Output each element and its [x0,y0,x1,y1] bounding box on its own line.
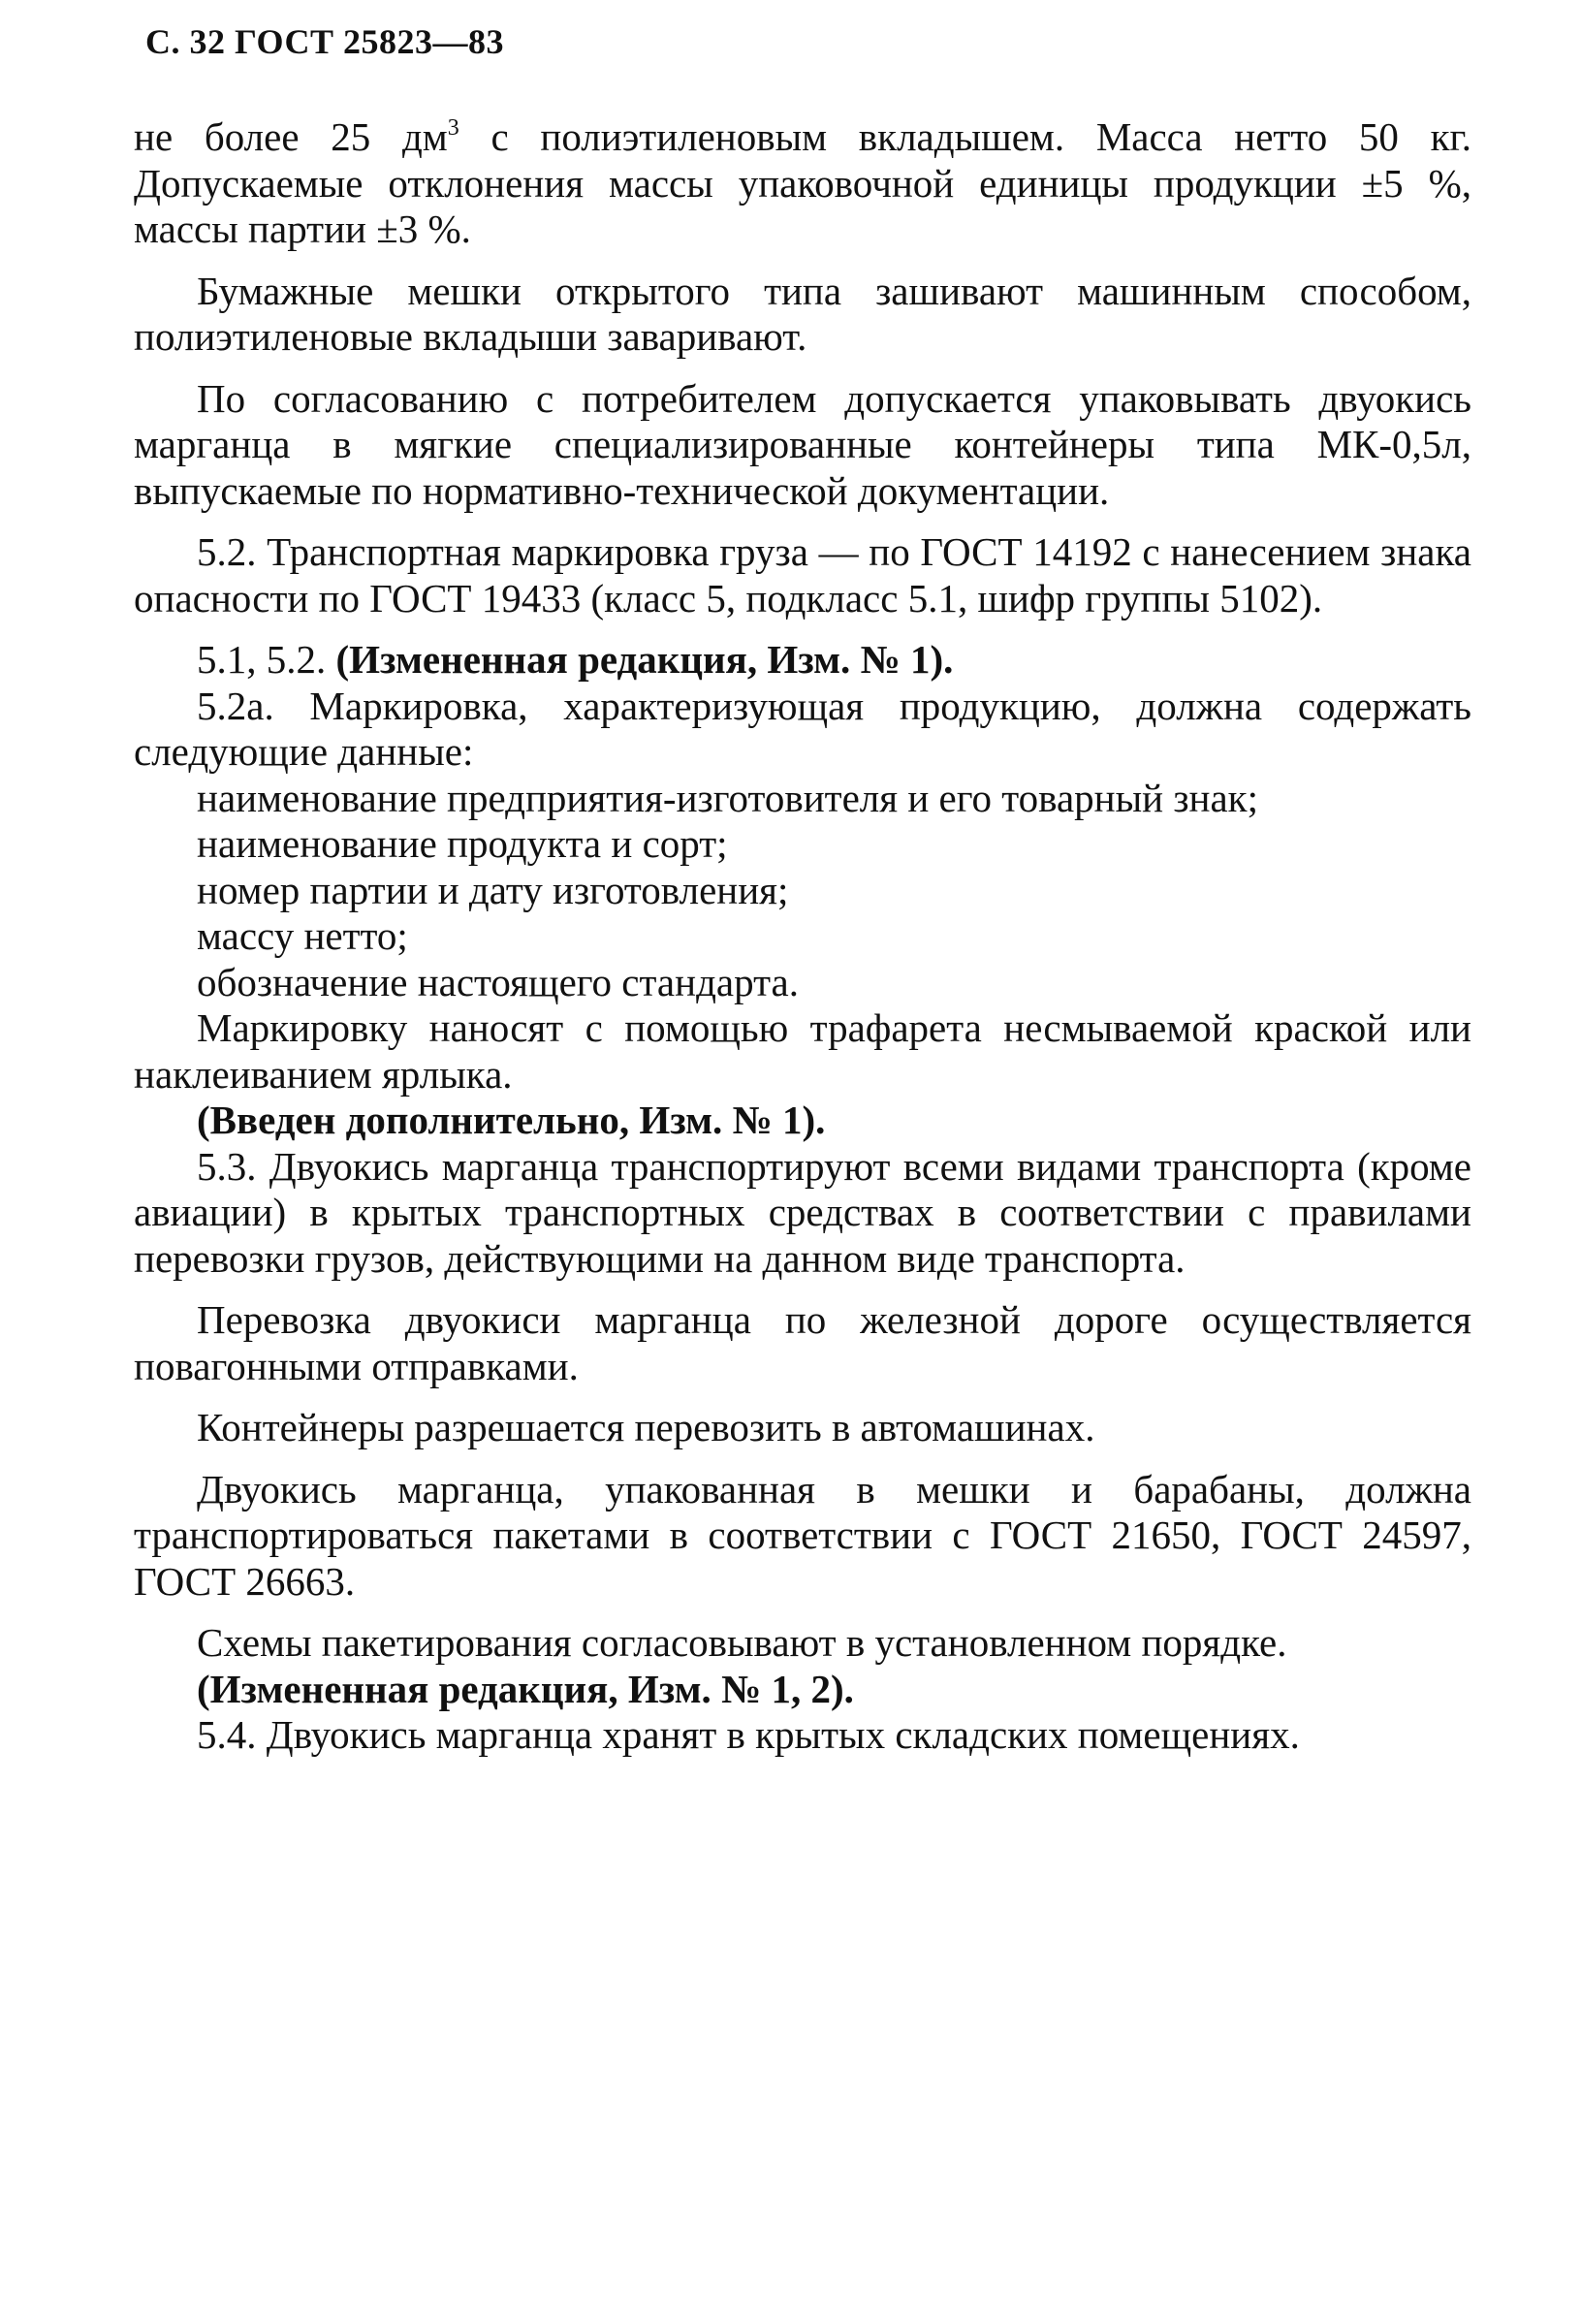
amendment-prefix: 5.1, 5.2. [197,637,336,682]
list-item: наименование предприятия-изготовителя и его товарный знак; [197,775,1258,820]
amendment-introduced: (Введен дополнительно, Изм. № 1). [197,1098,826,1142]
document-body [134,114,1471,1759]
paragraph-5-2a: 5.2а. Маркировка, характеризующая продукцию, должна содержать следующие данные: [134,683,1471,774]
paragraph-amendment-5-1-5-2 [134,637,1471,684]
superscript: 3 [447,115,459,141]
list-item: наименование продукта и сорт; [197,821,728,866]
amendment-note: (Измененная редакция, Изм. № 1). [335,637,954,682]
list-item: номер партии и дату изготовления; [197,867,789,912]
paragraph-5-3: 5.3. Двуокись марганца транспортируют всеми видами транспорта (кроме авиации) в крытых транспортных средствах в соответствии с правилами перевозки грузов, действующими на данном виде транспорта. [134,1143,1471,1281]
list-item: обозначение настоящего стандарта. [197,959,799,1004]
paragraph-railway-transport: Перевозка двуокиси марганца по железной дороге осуществляется повагонными отправками. [134,1297,1471,1388]
paragraph-marking-method: Маркировку наносят с помощью трафарета несмываемой краской или наклеиванием ярлыка. [134,1005,1471,1097]
amendment-edited: (Измененная редакция, Изм. № 1, 2). [197,1666,854,1711]
packaging-volume-text: не более 25 дм [134,114,448,159]
list-item: массу нетто; [197,913,408,958]
paragraph-packaging-volume [134,114,1471,253]
paragraph-5-4: 5.4. Двуокись марганца хранят в крытых складских помещениях. [197,1712,1300,1757]
paragraph-soft-containers: По согласованию с потребителем допускается упаковывать двуокись марганца в мягкие специализированные контейнеры типа МК-0,5л, выпускаемые по нормативно-технической документации. [134,375,1471,513]
paragraph-packaging-schemes: Схемы пакетирования согласовывают в установленном порядке. [197,1620,1287,1665]
paragraph-5-2: 5.2. Транспортная маркировка груза — по ГОСТ 14192 с нанесением знака опасности по ГОСТ 19433 (класс 5, подкласс 5.1, шифр группы 5102). [134,529,1471,621]
packaging-weight-text: с полиэтиленовым вкладышем. Масса нетто 50 кг. Допускаемые отклонения массы упаковочной единицы продукции ±5 %, массы партии ±3 %. [134,114,1471,251]
paragraph-containers-auto: Контейнеры разрешается перевозить в автомашинах. [197,1405,1095,1449]
paragraph-packets: Двуокись марганца, упакованная в мешки и барабаны, должна транспортироваться пакетами в соответствии с ГОСТ 21650, ГОСТ 24597, ГОСТ 26663. [134,1466,1471,1604]
paragraph-paper-bags: Бумажные мешки открытого типа зашивают машинным способом, полиэтиленовые вкладыши заваривают. [134,268,1471,359]
page-header: С. 32 ГОСТ 25823—83 [145,22,504,61]
